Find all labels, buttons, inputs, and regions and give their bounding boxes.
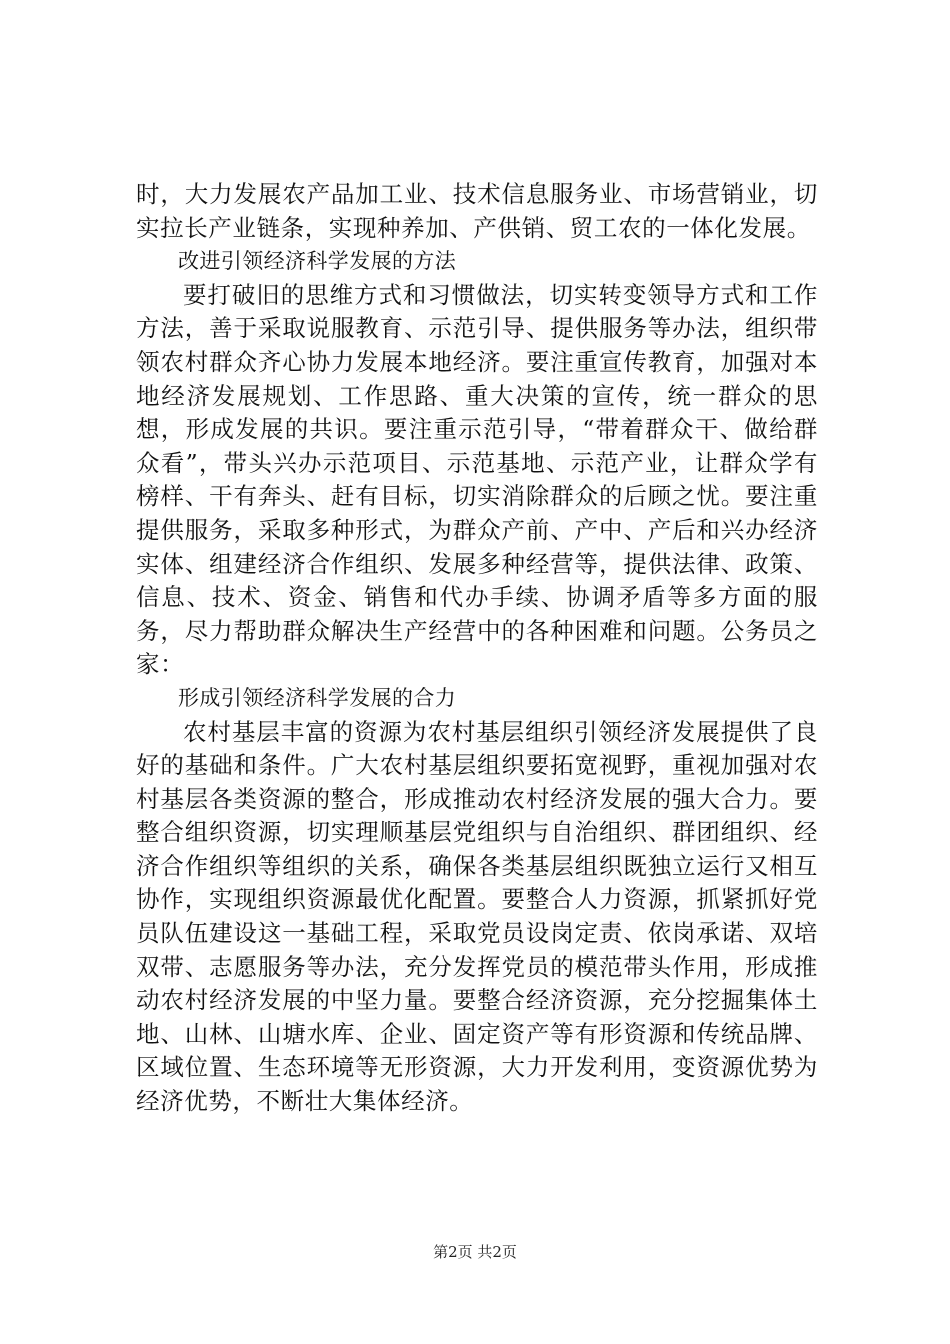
section-heading-synergy: 形成引领经济科学发展的合力 xyxy=(178,685,457,710)
section-heading-method: 改进引领经济科学发展的方法 xyxy=(178,249,457,274)
document-body xyxy=(136,178,818,1119)
paragraph-method: 要打破旧的思维方式和习惯做法，切实转变领导方式和工作方法，善于采取说服教育、示范引导、提供服务等办法，组织带领农村群众齐心协力发展本地经济。要注重宣传教育，加强对本地经济发展规划、工作思路、重大决策的宣传，统一群众的思想，形成发展的共识。要注重示范引导，“带着群众干、做给群众看”，带头兴办示范项目、示范基地、示范产业，让群众学有榜样、干有奔头、赶有目标，切实消除群众的后顾之忧。要注重提供服务，采取多种形式，为群众产前、产中、产后和兴办经济实体、组建经济合作组织、发展多种经营等，提供法律、政策、信息、技术、资金、销售和代办手续、协调矛盾等多方面的服务，尽力帮助群众解决生产经营中的各种困难和问题。公务员之家： xyxy=(136,280,818,679)
page-footer: 第2页 共2页 xyxy=(433,1243,517,1261)
paragraph-continuation: 时，大力发展农产品加工业、技术信息服务业、市场营销业，切实拉长产业链条，实现种养加、产供销、贸工农的一体化发展。 xyxy=(136,180,818,242)
paragraph-synergy: 农村基层丰富的资源为农村基层组织引领经济发展提供了良好的基础和条件。广大农村基层组织要拓宽视野，重视加强对农村基层各类资源的整合，形成推动农村经济发展的强大合力。要整合组织资源，切实理顺基层党组织与自治组织、群团组织、经济合作组织等组织的关系，确保各类基层组织既独立运行又相互协作，实现组织资源最优化配置。要整合人力资源，抓紧抓好党员队伍建设这一基础工程，采取党员设岗定责、依岗承诺、双培双带、志愿服务等办法，充分发挥党员的模范带头作用，形成推动农村经济发展的中坚力量。要整合经济资源，充分挖掘集体土地、山林、山塘水库、企业、固定资产等有形资源和传统品牌、区域位置、生态环境等无形资源，大力开发利用，变资源优势为经济优势，不断壮大集体经济。 xyxy=(136,717,818,1116)
